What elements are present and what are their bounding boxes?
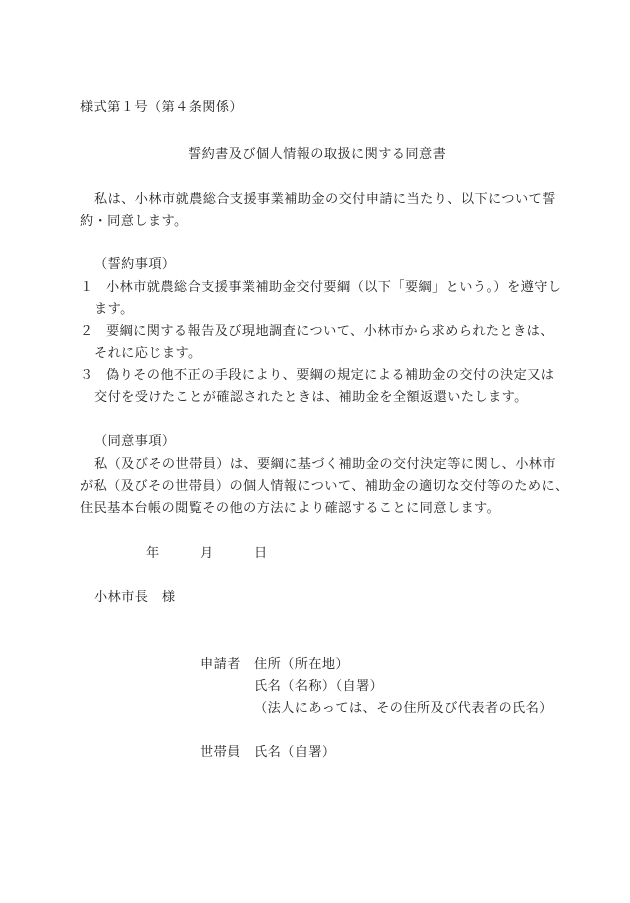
item-line: それに応じます。 [94,346,202,361]
date-day: 日 [254,546,268,561]
item-line: 偽りその他不正の手段により、要綱の規定による補助金の交付の決定又は [106,368,555,383]
consent-line: 住民基本台帳の閲覧その他の方法により確認することに同意します。 [80,501,501,516]
form-number: 様式第１号（第４条関係） [80,100,244,115]
item-line: 交付を受けたことが確認されたときは、補助金を全額返還いたします。 [94,390,528,405]
applicant-note: （法人にあっては、その住所及び代表者の氏名） [254,701,553,716]
addressee: 小林市長 様 [94,590,176,605]
document-title: 誓約書及び個人情報の取扱に関する同意書 [188,147,447,162]
applicant-address-field: 住所（所在地） [254,657,350,672]
date-year: 年 [146,546,160,561]
applicant-label: 申請者 [200,657,241,672]
household-label: 世帯員 [200,745,241,760]
item-number: ２ [80,324,94,339]
consent-heading: （同意事項） [94,434,176,449]
item-line: 要綱に関する報告及び現地調査について、小林市から求められたときは、 [106,324,554,339]
household-name-field: 氏名（自署） [254,745,336,760]
date-month: 月 [200,546,214,561]
item-number: １ [80,280,94,295]
applicant-name-field: 氏名（名称）（自署） [254,679,384,694]
item-line: 小林市就農総合支援事業補助金交付要綱（以下「要綱」という。）を遵守し [106,280,562,295]
intro-line: 私は、小林市就農総合支援事業補助金の交付申請に当たり、以下について誓 [94,192,556,207]
intro-line: 約・同意します。 [80,214,188,229]
item-number: ３ [80,368,94,383]
consent-line: 私（及びその世帯員）は、要綱に基づく補助金の交付決定等に関し、小林市 [94,457,556,472]
pledge-heading: （誓約事項） [94,257,176,272]
consent-line: が私（及びその世帯員）の個人情報について、補助金の適切な交付等のために、 [80,479,569,494]
item-line: ます。 [94,302,134,317]
